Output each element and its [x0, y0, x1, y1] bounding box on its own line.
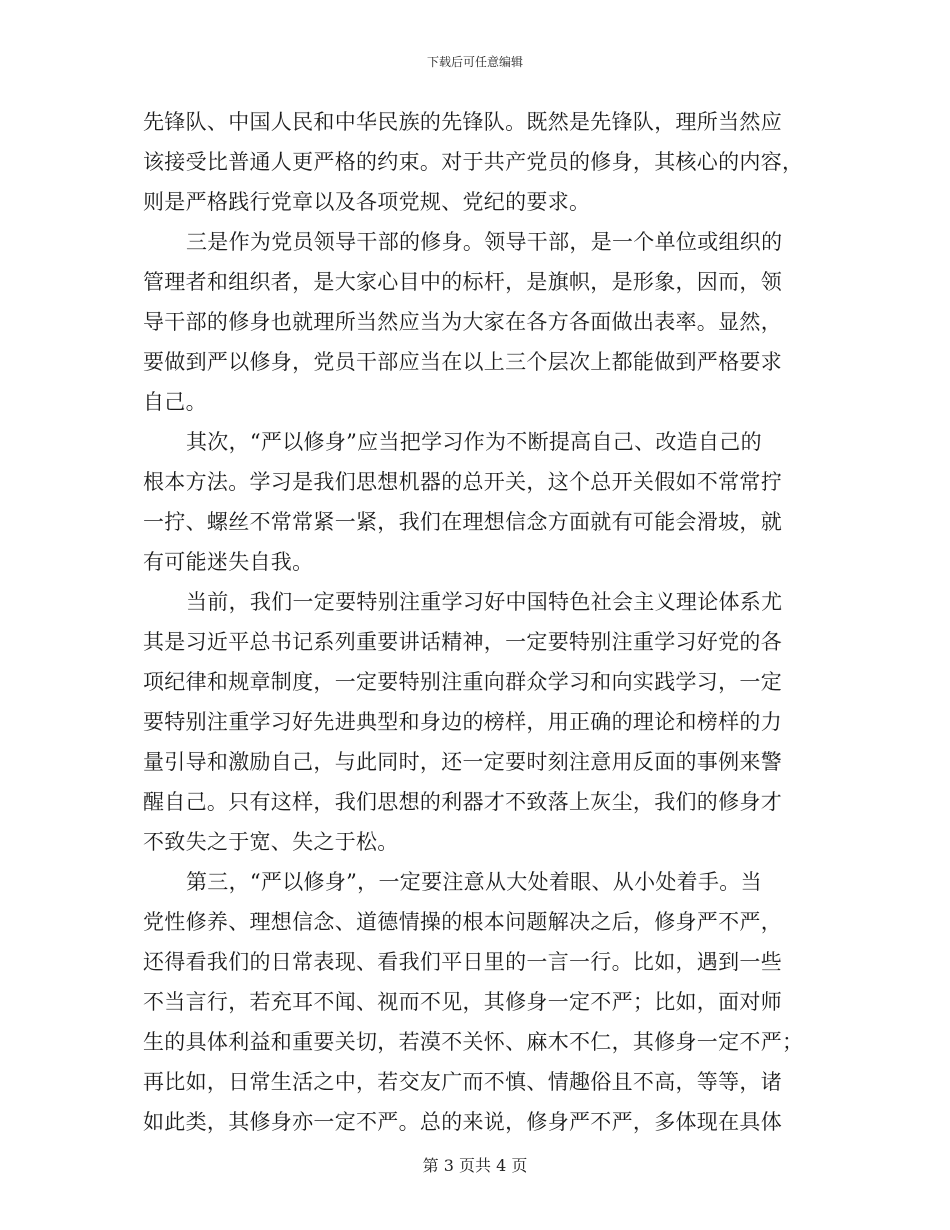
text-line: 要特别注重学习好先进典型和身边的榜样，用正确的理论和榜样的力 [143, 710, 782, 734]
text-line: 量引导和激励自己，与此同时，还一定要时刻注意用反面的事例来警 [143, 750, 782, 774]
text-line: 管理者和组织者，是大家心目中的标杆，是旗帜，是形象，因而，领 [143, 270, 782, 294]
text-line: 党性修养、理想信念、道德情操的根本问题解决之后，修身严不严， [143, 910, 782, 934]
text-line: 该接受比普通人更严格的约束。对于共产党员的修身，其核心的内容， [143, 150, 804, 174]
text-line: 不当言行，若充耳不闻、视而不见，其修身一定不严；比如，面对师 [143, 990, 782, 1014]
paragraph-start-line: 当前，我们一定要特别注重学习好中国特色社会主义理论体系尤 [186, 590, 783, 614]
text-line: 醒自己。只有这样，我们思想的利器才不致落上灰尘，我们的修身才 [143, 790, 782, 814]
text-line: 其是习近平总书记系列重要讲话精神，一定要特别注重学习好党的各 [143, 630, 782, 654]
text-line: 自己。 [143, 390, 207, 414]
text-line: 项纪律和规章制度，一定要特别注重向群众学习和向实践学习，一定 [143, 670, 782, 694]
text-line: 有可能迷失自我。 [143, 550, 314, 574]
text-line: 根本方法。学习是我们思想机器的总开关，这个总开关假如不常常拧 [143, 470, 782, 494]
paragraph-start-line: 第三，“严以修身”，一定要注意从大处着眼、从小处着手。当 [186, 870, 762, 894]
text-line: 如此类，其修身亦一定不严。总的来说，修身严不严，多体现在具体 [143, 1110, 782, 1134]
page-number-footer: 第 3 页共 4 页 [422, 1156, 528, 1175]
paragraph-start-line: 三是作为党员领导干部的修身。领导干部，是一个单位或组织的 [186, 230, 783, 254]
document-body [143, 102, 808, 1142]
text-line: 还得看我们的日常表现、看我们平日里的一言一行。比如，遇到一些 [143, 950, 782, 974]
text-line: 生的具体利益和重要关切，若漠不关怀、麻木不仁，其修身一定不严； [143, 1030, 804, 1054]
page-header: 下载后可任意编辑 [426, 55, 523, 69]
text-line: 先锋队、中国人民和中华民族的先锋队。既然是先锋队，理所当然应 [143, 110, 782, 134]
text-line: 一拧、螺丝不常常紧一紧，我们在理想信念方面就有可能会滑坡，就 [143, 510, 782, 534]
text-line: 导干部的修身也就理所当然应当为大家在各方各面做出表率。显然， [143, 310, 782, 334]
text-line: 再比如，日常生活之中，若交友广而不慎、情趣俗且不高，等等，诸 [143, 1070, 782, 1094]
paragraph-start-line: 其次，“严以修身”应当把学习作为不断提高自己、改造自己的 [186, 430, 762, 454]
text-line: 不致失之于宽、失之于松。 [143, 830, 399, 854]
text-line: 要做到严以修身，党员干部应当在以上三个层次上都能做到严格要求 [143, 350, 782, 374]
text-line: 则是严格践行党章以及各项党规、党纪的要求。 [143, 190, 591, 214]
